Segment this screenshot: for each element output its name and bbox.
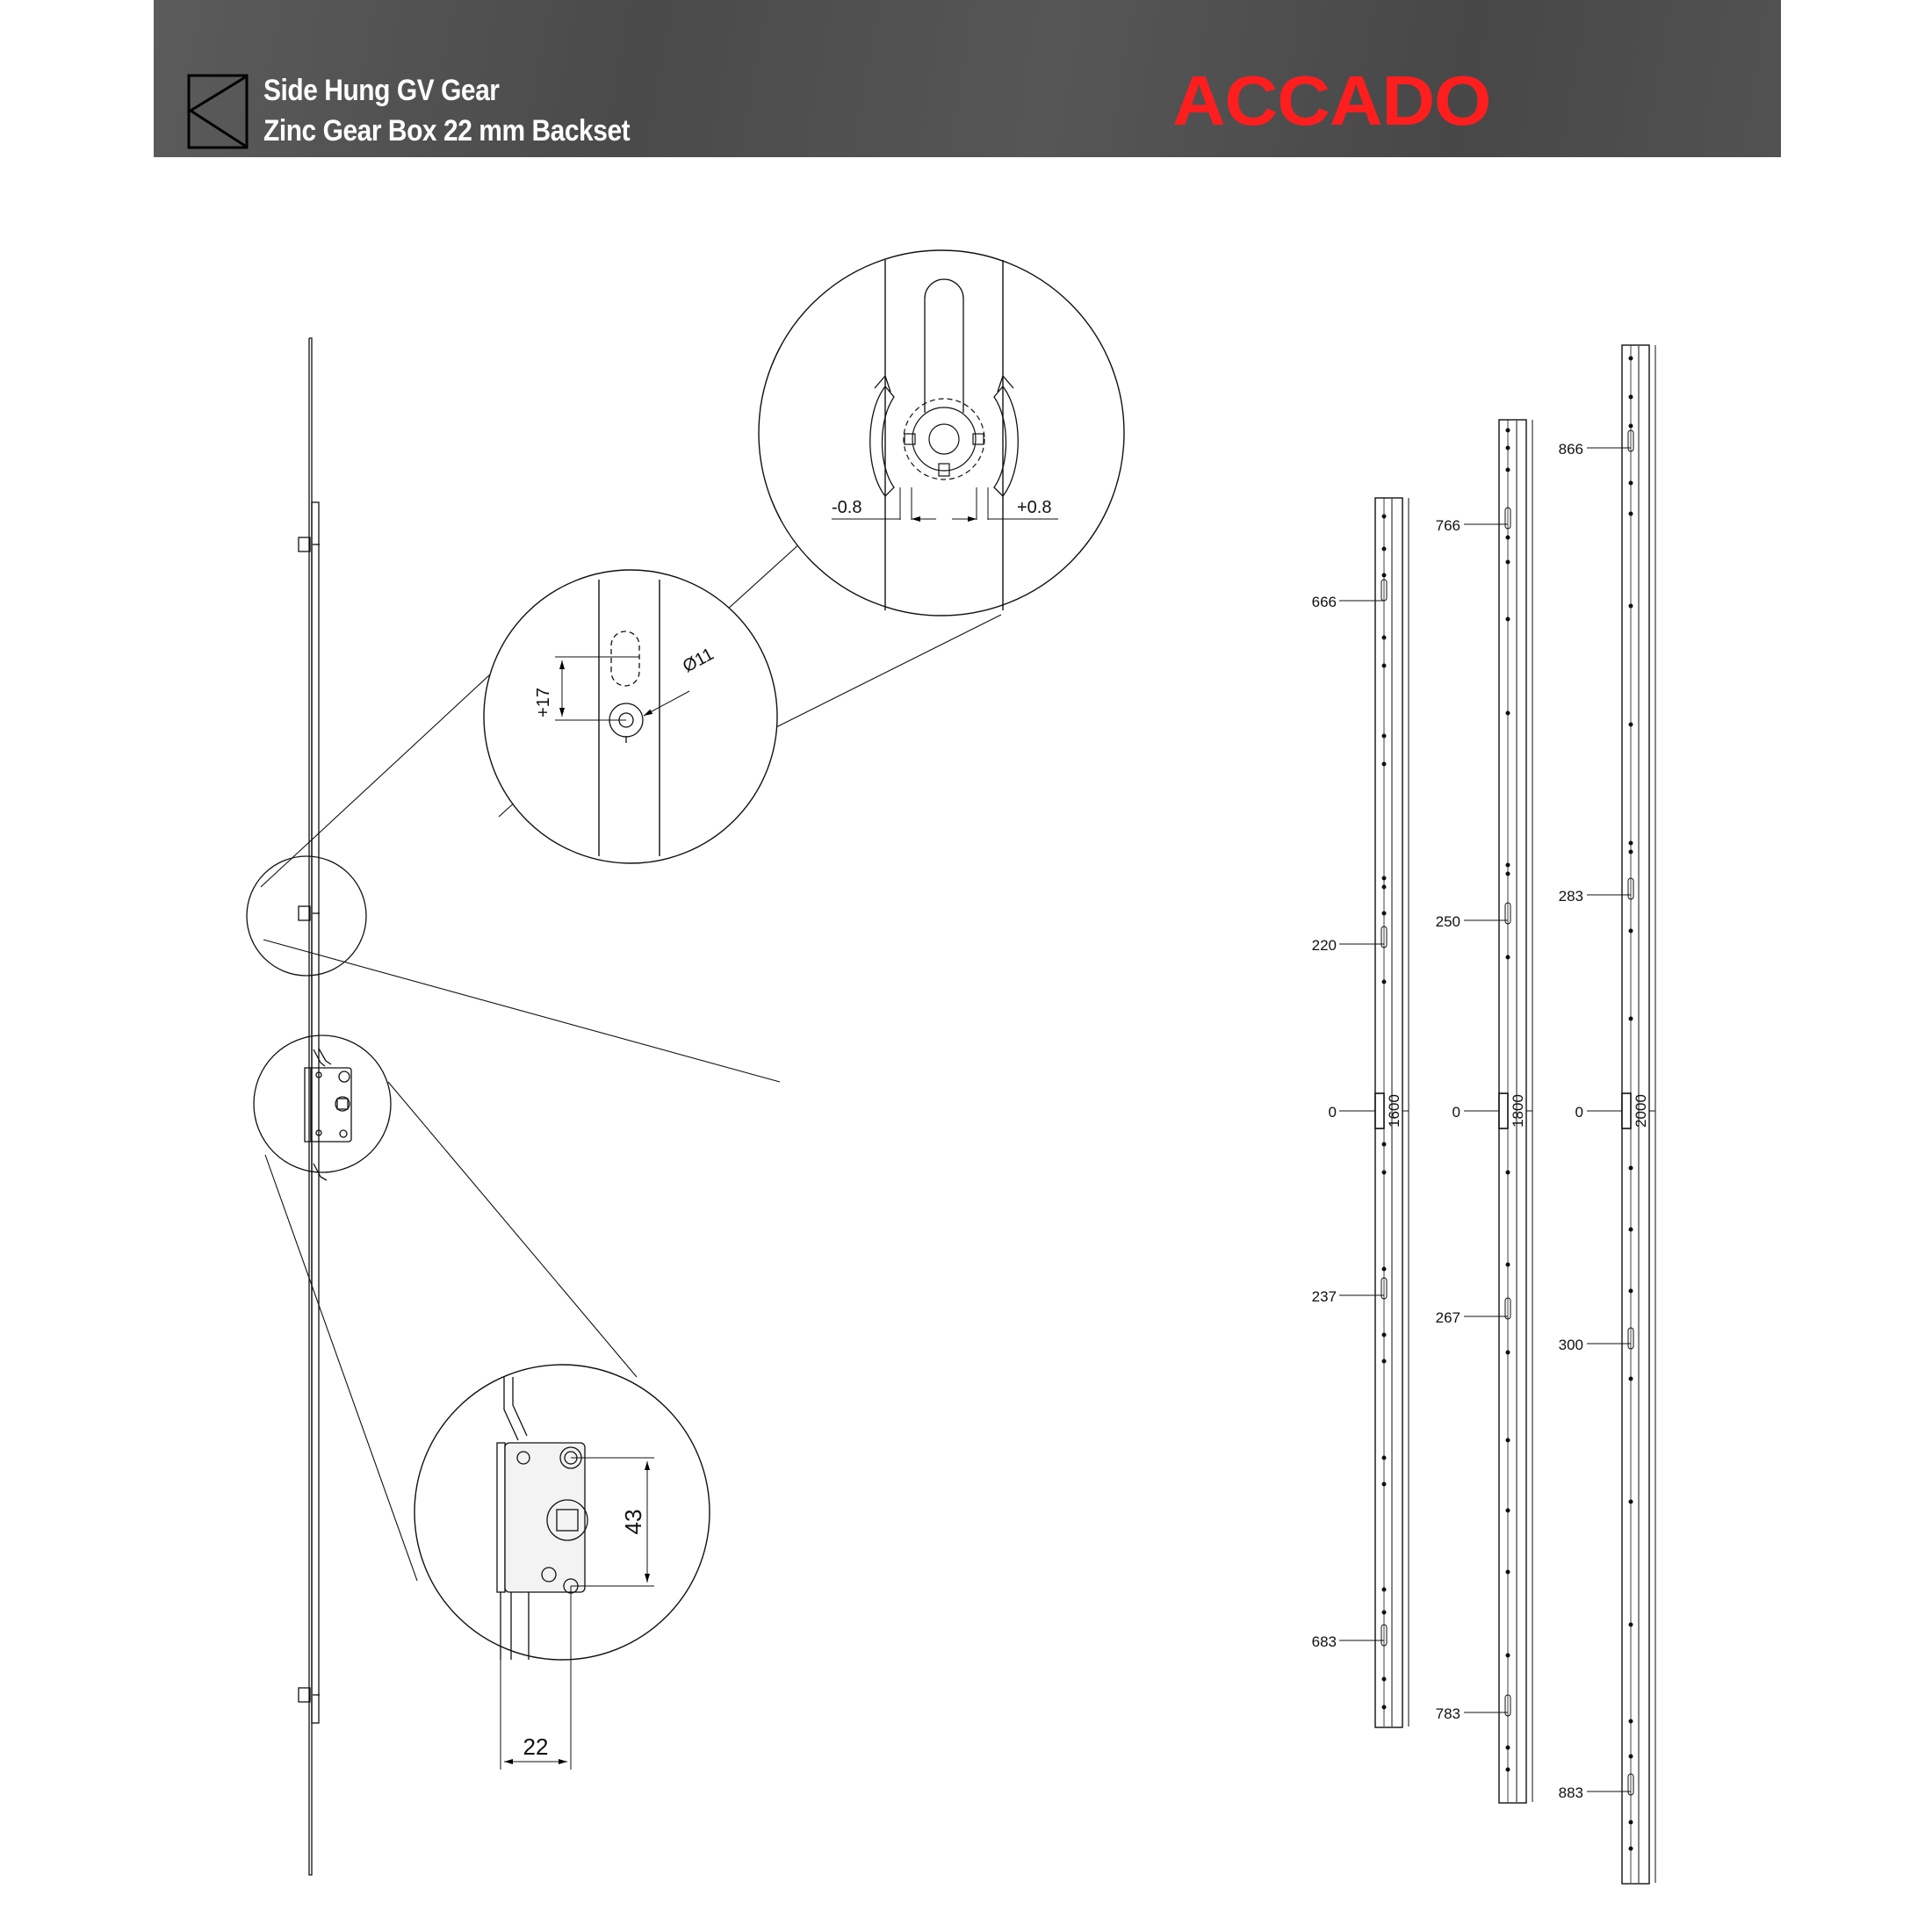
diameter-label: Ø11: [680, 644, 717, 677]
gear-bar-2000-labels: [1559, 441, 1649, 1801]
bar3-lower-label: 300: [1558, 1337, 1583, 1353]
bar1-bottom-label: 683: [1311, 1633, 1337, 1650]
bar2-length-label: 1800: [1510, 1094, 1526, 1128]
offset-label: +17: [534, 688, 553, 717]
detail-gearbox: [415, 1365, 710, 1770]
bar3-length-label: 2000: [1633, 1094, 1649, 1128]
backset-label: 22: [523, 1734, 549, 1760]
gear-bar-1600-labels: [1312, 594, 1402, 1650]
bar1-upper-label: 220: [1311, 937, 1337, 954]
bar2-bottom-label: 783: [1435, 1705, 1460, 1722]
detail-cam-rotation: [759, 250, 1124, 616]
bar2-upper-label: 250: [1435, 913, 1460, 930]
bar2-lower-label: 267: [1435, 1309, 1460, 1326]
main-gear-assembly: [247, 338, 391, 1875]
detail-keeper-offset: [484, 570, 777, 863]
product-subtitle: Zinc Gear Box 22 mm Backset: [263, 114, 631, 148]
gearbox-height-label: 43: [620, 1509, 646, 1535]
plus-tolerance-label: +0.8: [1017, 498, 1052, 517]
bar1-top-label: 666: [1311, 594, 1337, 610]
bar3-bottom-label: 883: [1558, 1784, 1583, 1801]
bar1-length-label: 1600: [1386, 1094, 1402, 1128]
gear-bar-1800-labels: [1436, 517, 1526, 1722]
bar2-zero-label: 0: [1452, 1104, 1460, 1121]
bar1-lower-label: 237: [1311, 1288, 1337, 1305]
minus-tolerance-label: -0.8: [832, 498, 862, 517]
bar3-zero-label: 0: [1575, 1104, 1583, 1121]
brand-logo: ACCADO: [1172, 61, 1491, 140]
bar3-upper-label: 283: [1558, 888, 1583, 905]
bar1-zero-label: 0: [1328, 1104, 1337, 1121]
bar3-top-label: 866: [1558, 441, 1583, 458]
product-title: Side Hung GV Gear: [263, 74, 500, 107]
bar2-top-label: 766: [1435, 517, 1460, 534]
